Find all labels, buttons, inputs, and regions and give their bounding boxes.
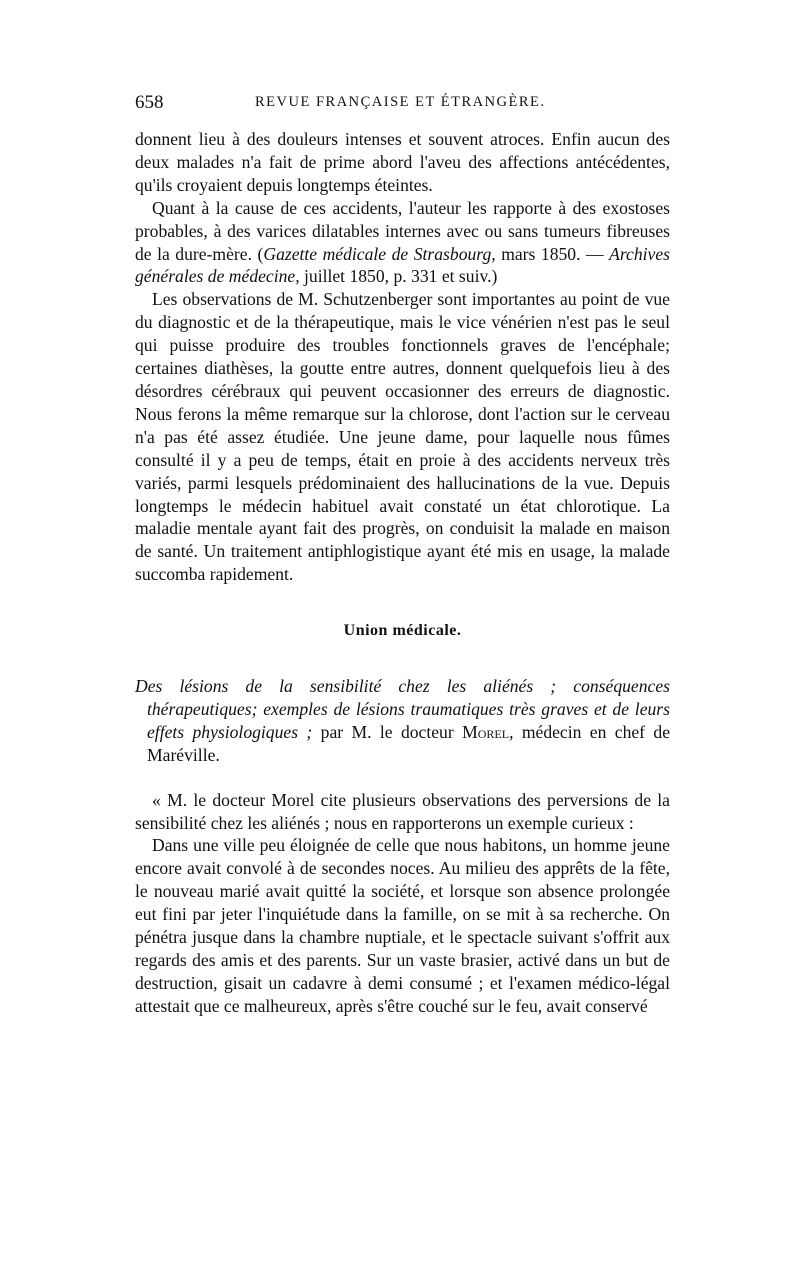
quote-story: Dans une ville peu éloignée de celle que nous habitons, un homme jeune encore avait convolé à de secondes noces. Au milieu des apprêts de la fête, le nouveau marié avait quitté la société, et lorsque son absence prolongée eut fini par jeter l'inquiétude dans la famille, on se mit à sa recherche. On pénétra jusque dans la chambre nuptiale, et le spectacle suivant s'offrit aux regards des amis et des parents. Sur un vaste brasier, activé dans un but de destruction, gisait un cadavre à demi consumé ; et l'examen médico-légal attestait que ce malheureux, après s'être couché sur le feu, avait conservé	[135, 835, 670, 1016]
article-title-line	[135, 675, 670, 767]
article-affiliation: , médecin en chef de Maréville.	[147, 721, 671, 765]
page-body	[135, 128, 670, 1018]
citation-end: juillet 1850, p. 331 et suiv.)	[299, 266, 498, 287]
paragraph-cause	[135, 197, 670, 289]
page-number: 658	[135, 92, 164, 113]
section-heading: Union médicale.	[343, 622, 462, 640]
running-title: REVUE FRANÇAISE ET ÉTRANGÈRE.	[255, 94, 546, 110]
citation-archives: Archives générales de médecine,	[135, 243, 670, 287]
paragraph-continuation: donnent lieu à des douleurs intenses et souvent atroces. Enfin aucun des deux malades n'a fait de prime abord l'aveu des affections antécédentes, qu'ils croyaient depuis longtemps éteintes.	[135, 129, 670, 195]
quote-intro: « M. le docteur Morel cite plusieurs observations des perversions de la sensibilité chez les aliénés ; nous en rapporterons un exemple curieux :	[135, 789, 670, 833]
article-title: Des lésions de la sensibilité chez les aliénés ; conséquences thérapeutiques; exemples de lésions traumatiques très graves et de leurs effets physiologiques ;	[135, 676, 670, 742]
article-author: Morel	[462, 721, 510, 742]
citation-gazette: Gazette médicale de Strasbourg,	[263, 243, 496, 264]
running-header	[135, 92, 670, 116]
citation-date: mars 1850. —	[495, 243, 610, 264]
paragraph-observations: Les observations de M. Schutzenberger sont importantes au point de vue du diagnostic et de la thérapeutique, mais le vice vénérien n'est pas le seul qui puisse produire des troubles fonctionnels graves de l'encéphale; certaines diathèses, la goutte entre autres, donnent quelquefois lieu à des désordres cérébraux qui peuvent occasionner des erreurs de diagnostic. Nous ferons la même remarque sur la chlorose, dont l'action sur le cerveau n'a pas été assez étudiée. Une jeune dame, pour laquelle nous fûmes consulté il y a peu de temps, était en proie à des accidents nerveux très variés, parmi lesquels prédominaient des hallucinations de la vue. Depuis longtemps le médecin habituel avait constaté un état chlorotique. La maladie mentale ayant fait des progrès, on conduisit la malade en maison de santé. Un traitement antiphlogistique ayant été mis en usage, la malade succomba rapidement.	[135, 289, 670, 585]
article-reference	[135, 675, 670, 767]
paragraph-cause-text: Quant à la cause de ces accidents, l'auteur les rapporte à des exostoses probables, à des varices dilatables internes avec ou sans tumeurs fibreuses de la dure-mère. (	[135, 197, 670, 264]
article-by: par M. le docteur	[312, 721, 463, 742]
